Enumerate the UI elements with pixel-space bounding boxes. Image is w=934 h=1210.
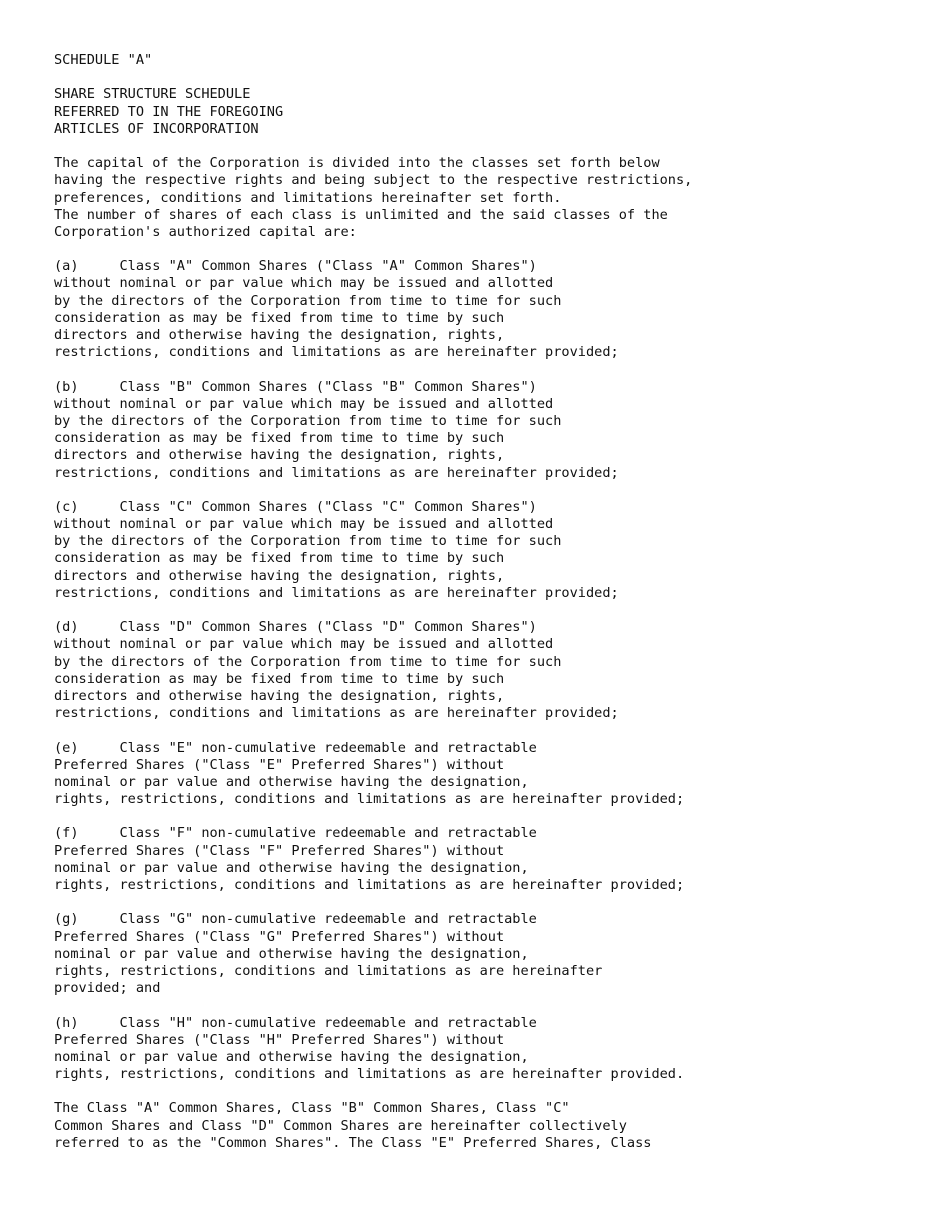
class-line: (g) Class "G" non-cumulative redeemable and retractable bbox=[54, 911, 537, 928]
intro-line: The number of shares of each class is unlimited and the said classes of the bbox=[54, 206, 668, 223]
class-line: by the directors of the Corporation from time to time for such bbox=[54, 412, 562, 429]
class-line: (h) Class "H" non-cumulative redeemable and retractable bbox=[54, 1014, 537, 1031]
class-line: (d) Class "D" Common Shares ("Class "D" Common Shares") bbox=[54, 619, 537, 636]
class-line: rights, restrictions, conditions and limitations as are hereinafter provided; bbox=[54, 791, 685, 808]
document-body bbox=[54, 52, 914, 1152]
class-line: nominal or par value and otherwise having the designation, bbox=[54, 859, 529, 876]
subtitle-line: REFERRED TO IN THE FOREGOING bbox=[54, 103, 284, 120]
class-line: (c) Class "C" Common Shares ("Class "C" Common Shares") bbox=[54, 498, 537, 515]
class-f-paragraph bbox=[54, 825, 914, 894]
class-line: Preferred Shares ("Class "E" Preferred Shares") without bbox=[54, 756, 505, 773]
class-line: consideration as may be fixed from time to time by such bbox=[54, 430, 505, 447]
class-line: without nominal or par value which may be issued and allotted bbox=[54, 636, 554, 653]
spacer bbox=[54, 808, 914, 825]
class-line: restrictions, conditions and limitations as are hereinafter provided; bbox=[54, 705, 619, 722]
spacer bbox=[54, 997, 914, 1014]
class-line: by the directors of the Corporation from time to time for such bbox=[54, 533, 562, 550]
class-line: without nominal or par value which may be issued and allotted bbox=[54, 516, 554, 533]
class-b-paragraph bbox=[54, 379, 914, 482]
class-line: restrictions, conditions and limitations as are hereinafter provided; bbox=[54, 584, 619, 601]
intro-line: having the respective rights and being subject to the respective restrictions, bbox=[54, 172, 693, 189]
spacer bbox=[54, 602, 914, 619]
class-line: Preferred Shares ("Class "G" Preferred Shares") without bbox=[54, 928, 505, 945]
spacer bbox=[54, 138, 914, 155]
class-h-paragraph bbox=[54, 1015, 914, 1084]
intro-line: The capital of the Corporation is divided into the classes set forth below bbox=[54, 155, 660, 172]
class-line: nominal or par value and otherwise having the designation, bbox=[54, 945, 529, 962]
class-line: by the directors of the Corporation from time to time for such bbox=[54, 292, 562, 309]
closing-line: Common Shares and Class "D" Common Shares are hereinafter collectively bbox=[54, 1117, 627, 1134]
closing-paragraph bbox=[54, 1100, 914, 1152]
class-line: without nominal or par value which may be issued and allotted bbox=[54, 395, 554, 412]
class-line: restrictions, conditions and limitations as are hereinafter provided; bbox=[54, 344, 619, 361]
class-e-paragraph bbox=[54, 740, 914, 809]
class-g-paragraph bbox=[54, 911, 914, 997]
class-line: consideration as may be fixed from time to time by such bbox=[54, 670, 505, 687]
class-line: rights, restrictions, conditions and limitations as are hereinafter provided. bbox=[54, 1066, 685, 1083]
class-line: Preferred Shares ("Class "F" Preferred Shares") without bbox=[54, 842, 505, 859]
class-line: directors and otherwise having the designation, rights, bbox=[54, 327, 505, 343]
class-line: (a) Class "A" Common Shares ("Class "A" Common Shares") bbox=[54, 258, 537, 275]
spacer bbox=[54, 361, 914, 378]
intro-line: Corporation's authorized capital are: bbox=[54, 223, 357, 240]
class-line: provided; and bbox=[54, 980, 161, 997]
spacer bbox=[54, 69, 914, 86]
class-line: Preferred Shares ("Class "H" Preferred Shares") without bbox=[54, 1031, 505, 1048]
class-a-paragraph bbox=[54, 258, 914, 361]
intro-line: preferences, conditions and limitations hereinafter set forth. bbox=[54, 189, 562, 206]
schedule-subtitle bbox=[54, 86, 914, 138]
class-line: rights, restrictions, conditions and limitations as are hereinafter provided; bbox=[54, 877, 685, 893]
class-c-paragraph bbox=[54, 499, 914, 602]
class-line: (f) Class "F" non-cumulative redeemable and retractable bbox=[54, 825, 537, 842]
class-line: consideration as may be fixed from time to time by such bbox=[54, 550, 505, 567]
class-line: without nominal or par value which may be issued and allotted bbox=[54, 275, 554, 292]
class-line: directors and otherwise having the designation, rights, bbox=[54, 687, 505, 704]
closing-line: The Class "A" Common Shares, Class "B" Common Shares, Class "C" bbox=[54, 1100, 570, 1117]
schedule-heading: SCHEDULE "A" bbox=[54, 52, 153, 68]
intro-paragraph bbox=[54, 155, 914, 241]
spacer bbox=[54, 894, 914, 911]
class-line: nominal or par value and otherwise having the designation, bbox=[54, 1048, 529, 1065]
class-line: rights, restrictions, conditions and limitations as are hereinafter bbox=[54, 962, 603, 979]
class-line: by the directors of the Corporation from time to time for such bbox=[54, 653, 562, 670]
class-line: directors and otherwise having the designation, rights, bbox=[54, 447, 505, 464]
spacer bbox=[54, 1083, 914, 1100]
subtitle-line: ARTICLES OF INCORPORATION bbox=[54, 120, 259, 137]
class-line: restrictions, conditions and limitations as are hereinafter provided; bbox=[54, 464, 619, 481]
class-d-paragraph bbox=[54, 619, 914, 722]
class-line: consideration as may be fixed from time to time by such bbox=[54, 309, 505, 326]
class-line: (e) Class "E" non-cumulative redeemable and retractable bbox=[54, 739, 537, 756]
spacer bbox=[54, 482, 914, 499]
class-line: directors and otherwise having the designation, rights, bbox=[54, 567, 505, 584]
spacer bbox=[54, 241, 914, 258]
closing-line: referred to as the "Common Shares". The Class "E" Preferred Shares, Class bbox=[54, 1134, 652, 1151]
subtitle-line: SHARE STRUCTURE SCHEDULE bbox=[54, 86, 251, 103]
class-line: (b) Class "B" Common Shares ("Class "B" Common Shares") bbox=[54, 378, 537, 395]
class-line: nominal or par value and otherwise having the designation, bbox=[54, 773, 529, 790]
spacer bbox=[54, 722, 914, 739]
